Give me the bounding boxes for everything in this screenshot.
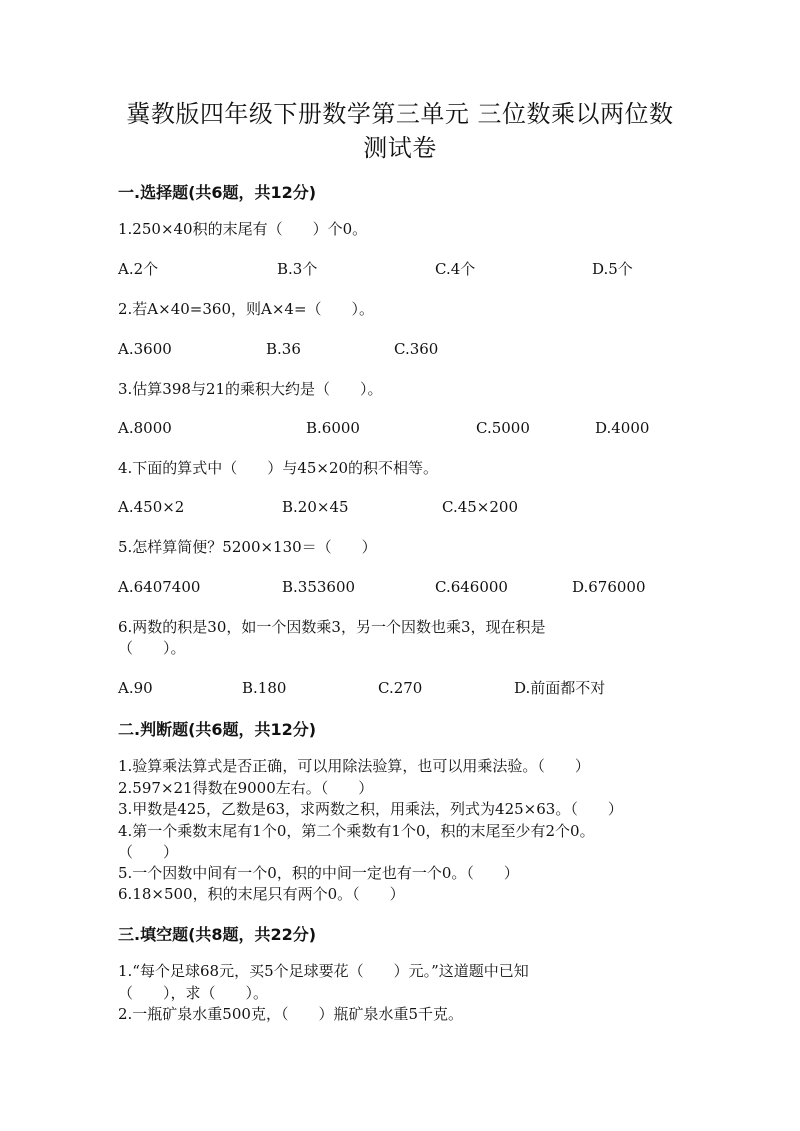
question-1-6-line-2: （ ）。	[118, 639, 186, 657]
option-1-2-c: C.360	[394, 340, 439, 358]
option-1-3-a: A.8000	[118, 419, 172, 437]
section-heading-choice: 一.选择题(共6题，共12分)	[118, 183, 317, 202]
question-1-1: 1.250×40积的末尾有（ ）个0。	[118, 220, 368, 238]
option-1-4-b: B.20×45	[282, 498, 349, 516]
page-title-line-1: 冀教版四年级下册数学第三单元 三位数乘以两位数	[126, 100, 674, 128]
judgement-item-4-cont: （ ）	[118, 843, 179, 861]
option-1-3-c: C.5000	[476, 419, 530, 437]
section-heading-fill: 三.填空题(共8题，共22分)	[118, 925, 317, 944]
section-heading-judgement: 二.判断题(共6题，共12分)	[118, 720, 317, 739]
judgement-item-2: 2.597×21得数在9000左右。（ ）	[118, 779, 374, 797]
option-1-3-b: B.6000	[306, 419, 360, 437]
option-1-6-d: D.前面都不对	[514, 679, 606, 697]
option-1-1-b: B.3个	[277, 260, 318, 278]
option-1-6-c: C.270	[378, 679, 423, 697]
option-1-5-c: C.646000	[435, 578, 508, 596]
option-1-4-a: A.450×2	[118, 498, 185, 516]
option-1-4-c: C.45×200	[442, 498, 518, 516]
question-1-4: 4.下面的算式中（ ）与45×20的积不相等。	[118, 459, 439, 477]
option-1-2-a: A.3600	[118, 340, 172, 358]
page-title-line-2: 测试卷	[363, 134, 437, 162]
question-1-2: 2.若A×40=360，则A×4=（ ）。	[118, 300, 375, 318]
option-1-2-b: B.36	[266, 340, 301, 358]
fill-item-1: 1.“每个足球68元，买5个足球要花（ ）元。”这道题中已知	[118, 962, 529, 980]
option-1-5-b: B.353600	[282, 578, 356, 596]
judgement-item-1: 1.验算乘法算式是否正确，可以用除法验算，也可以用乘法验。（ ）	[118, 757, 590, 775]
option-1-6-b: B.180	[242, 679, 287, 697]
option-1-1-c: C.4个	[435, 260, 476, 278]
option-1-5-a: A.6407400	[118, 578, 201, 596]
judgement-item-3: 3.甲数是425，乙数是63，求两数之积，用乘法，列式为425×63。（ ）	[118, 800, 623, 818]
option-1-5-d: D.676000	[572, 578, 646, 596]
option-1-1-a: A.2个	[118, 260, 159, 278]
question-1-3: 3.估算398与21的乘积大约是（ ）。	[118, 380, 383, 398]
option-1-3-d: D.4000	[595, 419, 650, 437]
question-1-5: 5.怎样算简便？5200×130＝（ ）	[118, 538, 377, 556]
option-1-1-d: D.5个	[592, 260, 633, 278]
option-1-6-a: A.90	[118, 679, 153, 697]
judgement-item-5: 5.一个因数中间有一个0，积的中间一定也有一个0。（ ）	[118, 864, 519, 882]
question-1-6-line-1: 6.两数的积是30，如一个因数乘3，另一个因数也乘3，现在积是	[118, 618, 546, 636]
fill-item-1-cont: （ ），求（ ）。	[118, 984, 269, 1002]
fill-item-2: 2.一瓶矿泉水重500克，（ ）瓶矿泉水重5千克。	[118, 1005, 463, 1023]
judgement-item-6: 6.18×500，积的末尾只有两个0。（ ）	[118, 885, 405, 903]
judgement-item-4: 4.第一个乘数末尾有1个0，第二个乘数有1个0，积的末尾至少有2个0。	[118, 822, 595, 840]
